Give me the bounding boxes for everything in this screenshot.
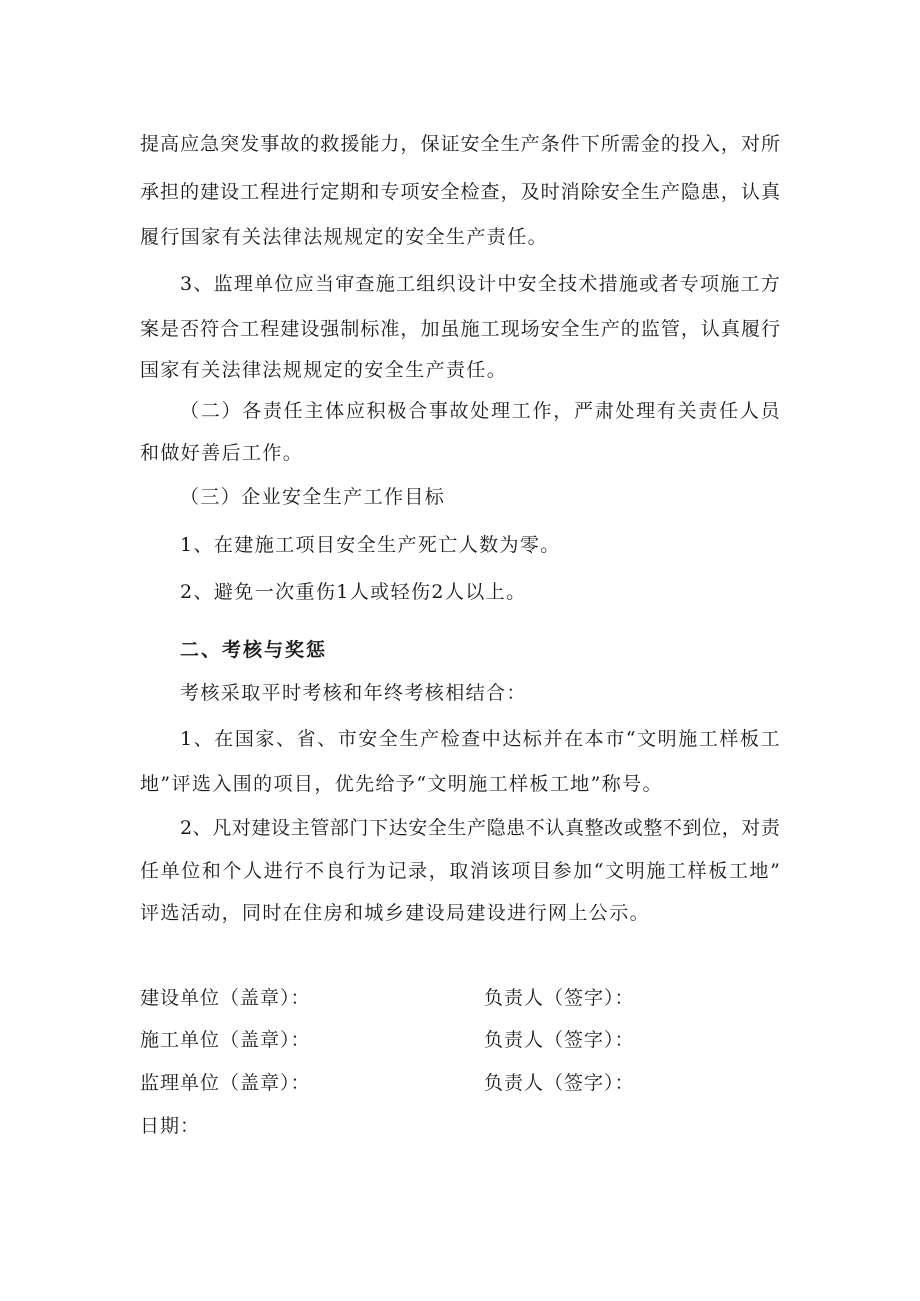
text-line: 承 担 的 建 设 工 程 进 行 定 期 和 专 项 安 全 检 查 ， 及 时 消 除 安 全 生 产 隐 患 ， 认 真	[140, 181, 780, 203]
construction-unit-seal-label: 建设单位（盖章）：	[140, 987, 311, 1009]
text-line: 任 单 位 和 个 人 进 行 不 良 行 为 记 录 ， 取 消 该 项 目 参 加 “ 文 明 施 工 样 板 工 地 ”	[140, 860, 780, 882]
contractor-unit-signer-label: 负责人（签字）：	[484, 1029, 635, 1051]
text-line: 地”评选入围的项目，优先给予“文明施工样板工地”称号。	[140, 773, 663, 795]
date-label: 日期：	[140, 1115, 201, 1137]
text-line: 2 、 凡 对 建 设 主 管 部 门 下 达 安 全 生 产 隐 患 不 认 真 整 改 或 整 不 到 位 ， 对 责	[180, 817, 780, 839]
supervision-unit-seal-label: 监理单位（盖章）：	[140, 1072, 311, 1094]
goal-item-2: 2、避免一次重伤1人或轻伤2人以上。	[180, 581, 527, 603]
text-line: 评选活动，同时在住房和城乡建设局建设进行网上公示。	[140, 902, 651, 924]
text-line: 3 、 监 理 单 位 应 当 审 查 施 工 组 织 设 计 中 安 全 技 术 措 施 或 者 专 项 施 工 方	[180, 273, 780, 295]
text-line: 和做好善后工作。	[140, 442, 304, 464]
construction-unit-signer-label: 负责人（签字）：	[484, 987, 635, 1009]
section-2-heading: 二、考核与奖惩	[180, 639, 328, 661]
assessment-intro: 考核采取平时考核和年终考核相结合：	[180, 682, 527, 704]
text-line: 国家有关法律法规规定的安全生产责任。	[140, 359, 508, 381]
text-line: 提 高 应 急 突 发 事 故 的 救 援 能 力 ， 保 证 安 全 生 产 条 件 下 所 需 金 的 投 入 ， 对 所	[140, 133, 780, 155]
contractor-unit-seal-label: 施工单位（盖章）：	[140, 1029, 311, 1051]
goal-item-1: 1、在建施工项目安全生产死亡人数为零。	[180, 534, 561, 556]
text-line: 案 是 否 符 合 工 程 建 设 强 制 标 准 ， 加 虽 施 工 现 场 安 全 生 产 的 监 管 ， 认 真 履 行	[140, 318, 780, 340]
text-line: （ 二 ） 各 责 任 主 体 应 积 极 合 事 故 处 理 工 作 ， 严 肃 处 理 有 关 责 任 人 员	[180, 400, 780, 422]
subsection-3-heading: （三）企业安全生产工作目标	[180, 486, 446, 508]
supervision-unit-signer-label: 负责人（签字）：	[484, 1072, 635, 1094]
text-line: 1 、 在 国 家 、 省 、 市 安 全 生 产 检 查 中 达 标 并 在 本 市 “ 文 明 施 工 样 板 工	[180, 728, 780, 750]
text-line: 履行国家有关法律法规规定的安全生产责任。	[140, 226, 549, 248]
